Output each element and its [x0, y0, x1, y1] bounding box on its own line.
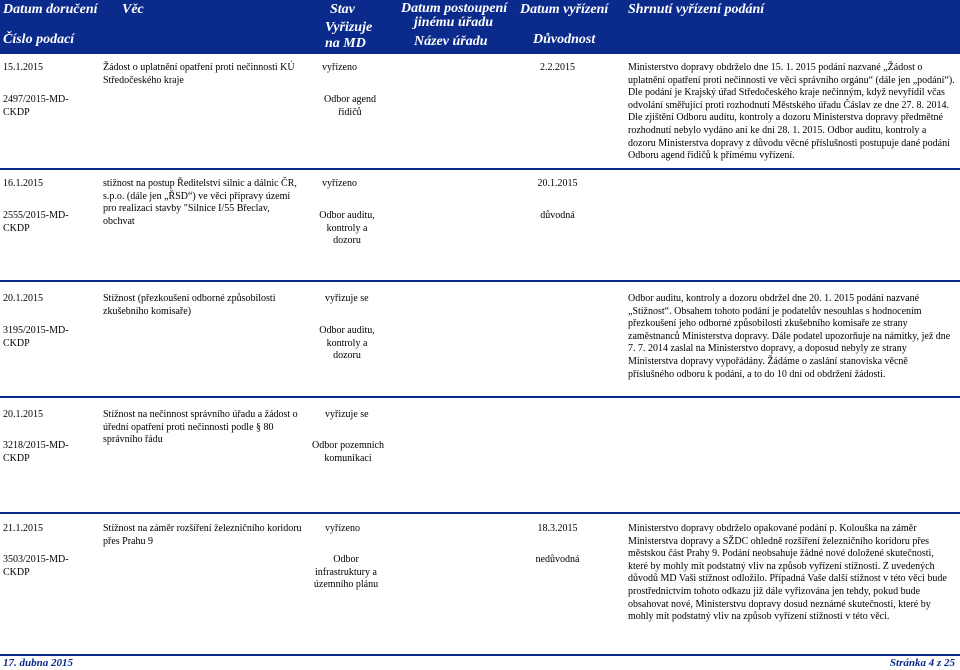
- row-subject: Stížnost (přezkoušení odborné způsobilosti zkušebního komisaře): [103, 293, 276, 317]
- header-cislo-podaci: Číslo podací: [3, 32, 75, 47]
- header-vyrizuje: Vyřizuje: [325, 20, 373, 35]
- footer-page-number: Stránka 4 z 25: [889, 657, 955, 669]
- row-handler: Odbor agend řidičů: [324, 94, 376, 118]
- header-datum-vyrizeni: Datum vyřízení: [520, 2, 609, 17]
- row-handler: Odbor pozemních komunikací: [312, 440, 384, 464]
- header-datum-postoupeni: Datum postoupení: [401, 1, 508, 16]
- row-summary: Ministerstvo dopravy obdrželo opakované podání p. Kolouška na záměr Ministerstva dopravy a SŽDC ohledně rozšíření železničního koridoru přes městskou část Prahy 9. Podání neobsahuje žádné nové doložené skutečnosti, které by mohly mít podstatný vliv na způsob vyřízení stížnosti. Z uvedených důvodů MD Vaši stížnost odložilo. Případná Vaše další stížnost v této věci bude prostřednictvím tohoto odkazu již dále vyřizována jen tehdy, pokud bude obsahovat nové, Ministerstvu dopravy dosud neznámé skutečnosti, které by mohly mít podstatný vliv na způsob vyřízení stížnosti v této věci.: [628, 523, 947, 623]
- row-subject: Stížnost na nečinnost správního úřadu a žádost o úřední opatření proti nečinnosti podle § 80 správního řádu: [103, 409, 298, 446]
- row-date: 21.1.2015: [3, 523, 43, 534]
- header-stav: Stav: [330, 2, 355, 17]
- header-jinemu-uradu: jinému úřadu: [414, 15, 493, 30]
- row-date: 16.1.2015: [3, 178, 43, 189]
- header-duvodnost: Důvodnost: [533, 32, 596, 47]
- footer-date: 17. dubna 2015: [3, 657, 73, 669]
- header-vec: Věc: [122, 2, 144, 17]
- row-divider: [0, 280, 960, 282]
- row-subject: Stížnost na záměr rozšíření železničního koridoru přes Prahu 9: [103, 523, 302, 547]
- row-subject: stížnost na postup Ředitelství silnic a dálnic ČR, s.p.o. (dále jen „ŘSD“) ve věci přípravy území pro realizaci stavby "Silnice I/55 Břeclav, obchvat: [103, 178, 297, 227]
- row-date: 20.1.2015: [3, 293, 43, 304]
- row-status: vyřízeno: [322, 62, 357, 73]
- row-ref: 3503/2015-MD-CKDP: [3, 554, 69, 578]
- row-justification: důvodná: [540, 210, 575, 221]
- header-nazev-uradu: Název úřadu: [414, 34, 488, 49]
- row-subject: Žádost o uplatnění opatření proti nečinnosti KÚ Středočeského kraje: [103, 62, 295, 86]
- row-divider: [0, 512, 960, 514]
- row-divider: [0, 168, 960, 170]
- row-divider: [0, 396, 960, 398]
- header-shrnuti: Shrnutí vyřízení podání: [628, 2, 765, 17]
- row-status: vyřízeno: [322, 178, 357, 189]
- header-datum-doruceni: Datum doručení: [3, 2, 98, 17]
- row-ref: 2555/2015-MD-CKDP: [3, 210, 69, 234]
- row-status: vyřizuje se: [325, 409, 369, 420]
- row-ref: 3195/2015-MD-CKDP: [3, 325, 69, 349]
- row-date: 20.1.2015: [3, 409, 43, 420]
- row-handler: Odbor infrastruktury a územního plánu: [313, 554, 379, 591]
- row-handler: Odbor auditu, kontroly a dozoru: [319, 210, 375, 247]
- row-summary: Odbor auditu, kontroly a dozoru obdržel dne 20. 1. 2015 podání nazvané „Stížnost“. Obsahem tohoto podání je podatelův nesouhlas s hodnocením přezkoušení jeho odborné způsobilosti zkušebního komisaře ze strany zaměstnanců Ministerstva dopravy. Dále podatel upozorňuje na námitky, jež dne 7. 7. 2014 zaslal na Ministerstvo dopravy, a doposud nebyly ze strany Ministerstva dopravy vypořádány. Žádáme o zaslání stanoviska věcně příslušného odboru k podání, a to do 10 dní od obdržení žádosti.: [628, 293, 951, 380]
- row-handler: Odbor auditu, kontroly a dozoru: [319, 325, 375, 362]
- table-header: [0, 0, 960, 54]
- row-resolution-date: 18.3.2015: [537, 523, 578, 534]
- page-footer: [0, 654, 960, 670]
- header-na-md: na MD: [325, 36, 366, 51]
- row-ref: 3218/2015-MD-CKDP: [3, 440, 69, 464]
- row-summary: Ministerstvo dopravy obdrželo dne 15. 1. 2015 podání nazvané „Žádost o uplatnění opatření proti nečinnosti ve věci správního orgánu“ (dále jen „podání“). Dle podání je Krajský úřad Středočeského kraje nečinným, když nevyřídil včas odvolání směřující proti rozhodnutí Městského úřadu Čáslav ze dne 27. 8. 2014. Dle zjištění Odboru auditu, kontroly a dozoru Ministerstva dopravy předmětné rozhodnutí nebylo vydáno ani ke dni 28. 1. 2015. Odbor auditu, kontroly a dozoru Ministerstva dopravy z důvodu věcné příslušnosti postupuje dané podání Odboru agend řidičů k přímému vyřízení.: [628, 62, 955, 162]
- row-ref: 2497/2015-MD-CKDP: [3, 94, 69, 118]
- row-status: vyřízeno: [325, 523, 360, 534]
- row-date: 15.1.2015: [3, 62, 43, 73]
- row-justification: nedůvodná: [535, 554, 580, 565]
- row-status: vyřizuje se: [325, 293, 369, 304]
- row-date-forwarded: 2.2.2015: [540, 62, 575, 73]
- row-resolution-date: 20.1.2015: [537, 178, 578, 189]
